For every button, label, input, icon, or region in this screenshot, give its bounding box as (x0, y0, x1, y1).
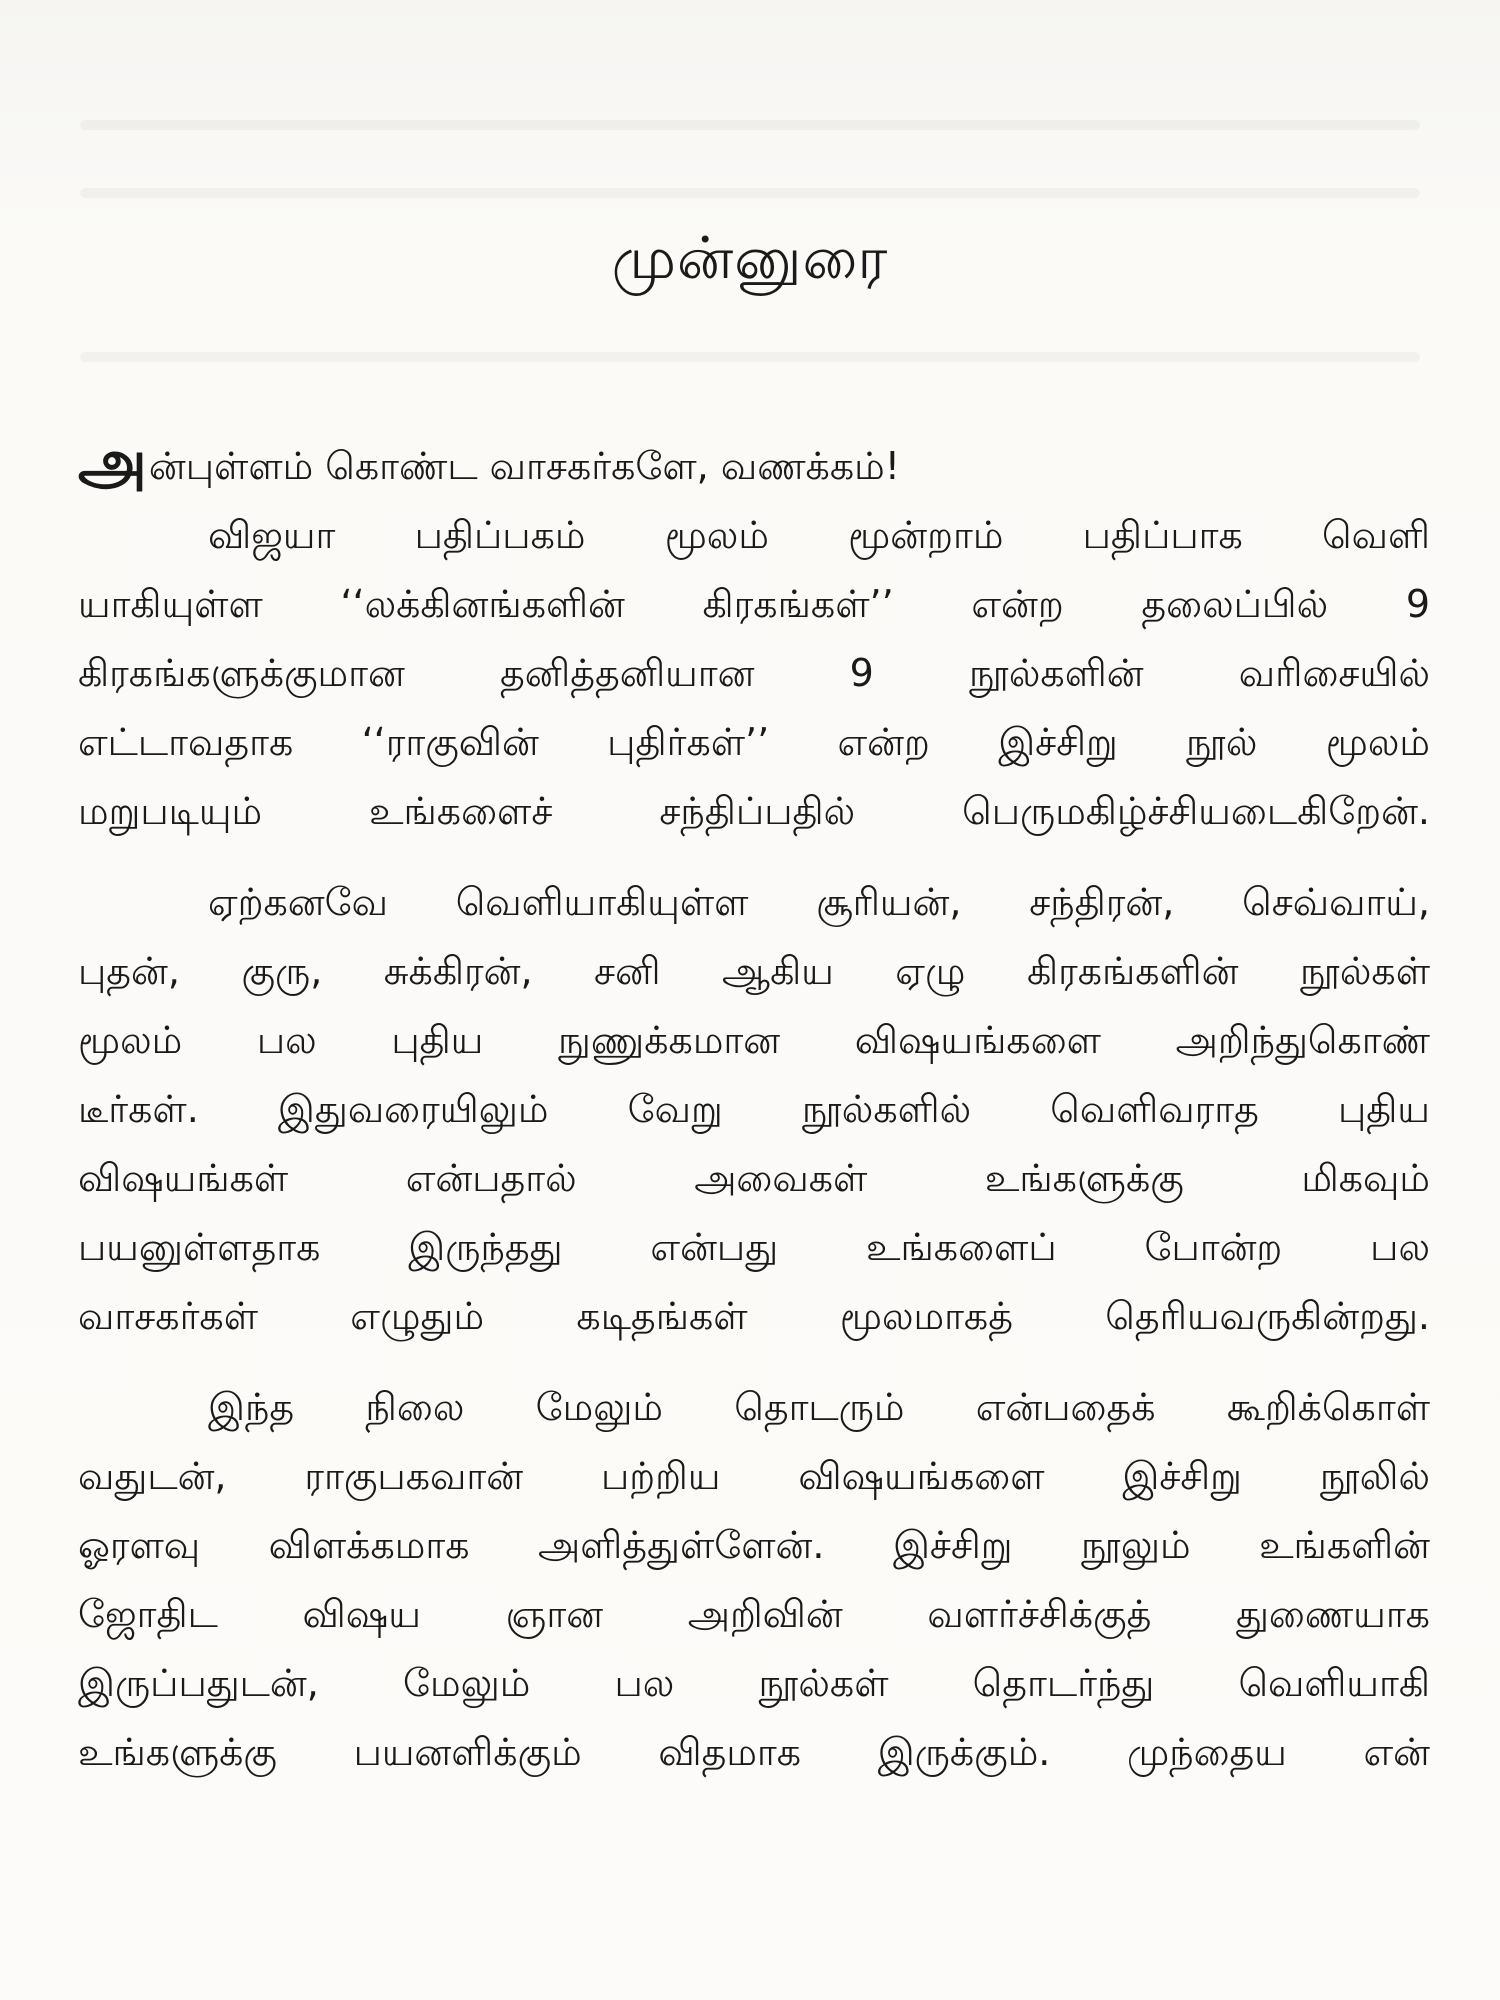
paragraph-line: உங்களுக்கு பயனளிக்கும் விதமாக இருக்கும். முந்தைய என் (78, 1730, 1430, 1774)
paragraph-line: ஏற்கனவே வெளியாகியுள்ள சூரியன், சந்திரன், செவ்வாய், (208, 880, 1430, 924)
paragraph-line: மறுபடியும் உங்களைச் சந்திப்பதில் பெருமகிழ்ச்சியடைகிறேன். (78, 789, 1430, 833)
show-through-line (80, 120, 1420, 130)
paragraph-line: மூலம் பல புதிய நுணுக்கமான விஷயங்களை அறிந்துகொண் (78, 1018, 1430, 1062)
greeting-text: ன்புள்ளம் கொண்ட வாசகர்களே, வணக்கம்! (148, 444, 900, 488)
paragraph-line: டீர்கள். இதுவரையிலும் வேறு நூல்களில் வெளிவராத புதிய (78, 1087, 1430, 1131)
paragraph-line: எட்டாவதாக ‘‘ராகுவின் புதிர்கள்’’ என்ற இச்சிறு நூல் மூலம் (78, 720, 1430, 764)
paragraph-line: விஜயா பதிப்பகம் மூலம் மூன்றாம் பதிப்பாக வெளி (208, 513, 1430, 557)
paragraph-line: வாசகர்கள் எழுதும் கடிதங்கள் மூலமாகத் தெரியவருகின்றது. (78, 1294, 1430, 1338)
paragraph-1 (78, 501, 1430, 846)
paragraph-line: கிரகங்களுக்குமான தனித்தனியான 9 நூல்களின் வரிசையில் (78, 651, 1430, 695)
paragraph-line: இருப்பதுடன், மேலும் பல நூல்கள் தொடர்ந்து வெளியாகி (78, 1661, 1430, 1705)
paragraph-line: புதன், குரு, சுக்கிரன், சனி ஆகிய ஏழு கிரகங்களின் நூல்கள் (78, 949, 1430, 993)
paragraph-line: இந்த நிலை மேலும் தொடரும் என்பதைக் கூறிக்கொள் (208, 1385, 1430, 1429)
paragraph-3 (78, 1373, 1430, 1787)
body-text (78, 425, 1430, 1787)
paragraph-line: விஷயங்கள் என்பதால் அவைகள் உங்களுக்கு மிகவும் (78, 1156, 1430, 1200)
paragraph-line: ஜோதிட விஷய ஞான அறிவின் வளர்ச்சிக்குத் துணையாக (78, 1592, 1430, 1636)
paragraph-line: ஓரளவு விளக்கமாக அளித்துள்ளேன். இச்சிறு நூலும் உங்களின் (78, 1523, 1430, 1567)
paragraph-2 (78, 868, 1430, 1351)
page-title: முன்னுரை (611, 224, 889, 292)
paragraph-line: யாகியுள்ள ‘‘லக்கினங்களின் கிரகங்கள்’’ என்ற தலைப்பில் 9 (78, 582, 1430, 626)
show-through-line (80, 352, 1420, 362)
show-through-line (80, 188, 1420, 198)
paragraph-line: பயனுள்ளதாக இருந்தது என்பது உங்களைப் போன்ற பல (78, 1225, 1430, 1269)
dropcap: அ (78, 425, 147, 498)
greeting-line (78, 425, 1430, 501)
paragraph-line: வதுடன், ராகுபகவான் பற்றிய விஷயங்களை இச்சிறு நூலில் (78, 1454, 1430, 1498)
